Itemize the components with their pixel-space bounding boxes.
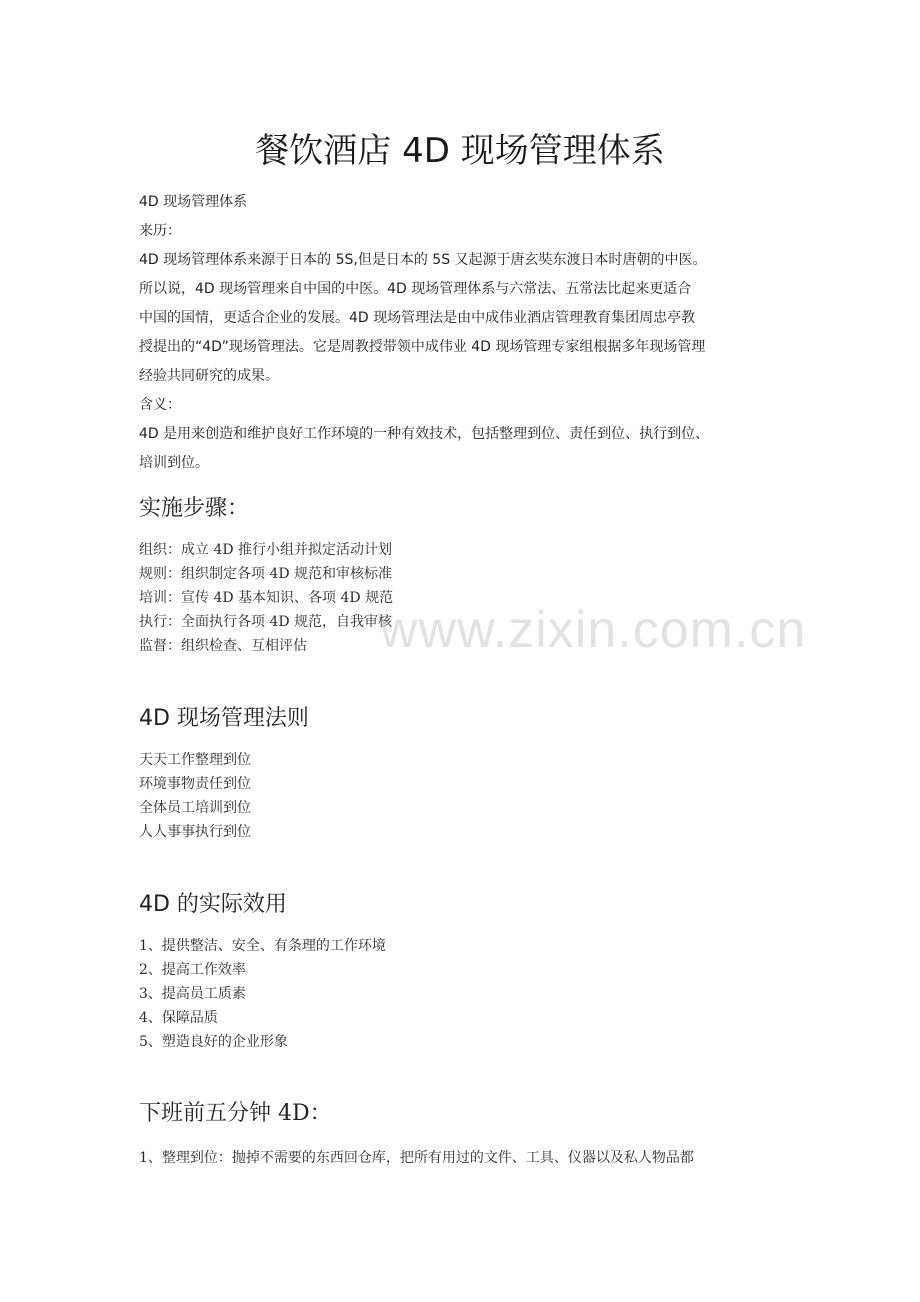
intro-line: 培训到位。 <box>139 455 209 471</box>
section-heading: 实施步骤： <box>139 496 250 521</box>
list-item: 组织：成立 4D 推行小组并拟定活动计划 <box>139 542 393 558</box>
intro-line: 授提出的“4D”现场管理法。它是周教授带领中成伟业 4D 现场管理专家组根据多年现场管理 <box>139 339 706 355</box>
intro-line: 4D 是用来创造和维护良好工作环境的一种有效技术，包括整理到位、责任到位、执行到位、 <box>139 426 710 442</box>
intro-line: 中国的国情，更适合企业的发展。4D 现场管理法是由中成伟业酒店管理教育集团周忠亭教 <box>139 310 696 326</box>
intro-line: 经验共同研究的成果。 <box>139 368 279 384</box>
section-heading: 下班前五分钟 4D： <box>139 1101 332 1126</box>
section-heading: 4D 现场管理法则 <box>139 706 309 731</box>
list-item: 执行：全面执行各项 4D 规范，自我审核 <box>139 614 393 630</box>
section-heading: 4D 的实际效用 <box>139 892 287 917</box>
list-item: 环境事物责任到位 <box>139 776 251 792</box>
list-item: 规则：组织制定各项 4D 规范和审核标准 <box>139 566 393 582</box>
document-title: 餐饮酒店 4D 现场管理体系 <box>255 131 665 171</box>
intro-line: 来历： <box>139 223 181 239</box>
list-item: 1、整理到位：抛掉不需要的东西回仓库，把所有用过的文件、工具、仪器以及私人物品都 <box>139 1150 694 1166</box>
list-item: 3、提高员工质素 <box>139 986 246 1002</box>
watermark: www.zixin.com.cn <box>380 601 807 659</box>
list-item: 培训：宣传 4D 基本知识、各项 4D 规范 <box>139 590 394 606</box>
list-item: 2、提高工作效率 <box>139 962 246 978</box>
intro-line: 4D 现场管理体系 <box>139 194 248 210</box>
list-item: 全体员工培训到位 <box>139 800 251 816</box>
list-item: 天天工作整理到位 <box>139 752 251 768</box>
intro-line: 所以说，4D 现场管理来自中国的中医。4D 现场管理体系与六常法、五常法比起来更适合 <box>139 281 692 297</box>
list-item: 4、保障品质 <box>139 1010 218 1026</box>
list-item: 5、塑造良好的企业形象 <box>139 1034 288 1050</box>
intro-line: 含义： <box>139 397 181 413</box>
list-item: 监督：组织检查、互相评估 <box>139 638 307 654</box>
intro-line: 4D 现场管理体系来源于日本的 5S,但是日本的 5S 又起源于唐玄奘东渡日本时唐朝的中医。 <box>139 252 707 268</box>
list-item: 人人事事执行到位 <box>139 824 251 840</box>
list-item: 1、提供整洁、安全、有条理的工作环境 <box>139 938 386 954</box>
